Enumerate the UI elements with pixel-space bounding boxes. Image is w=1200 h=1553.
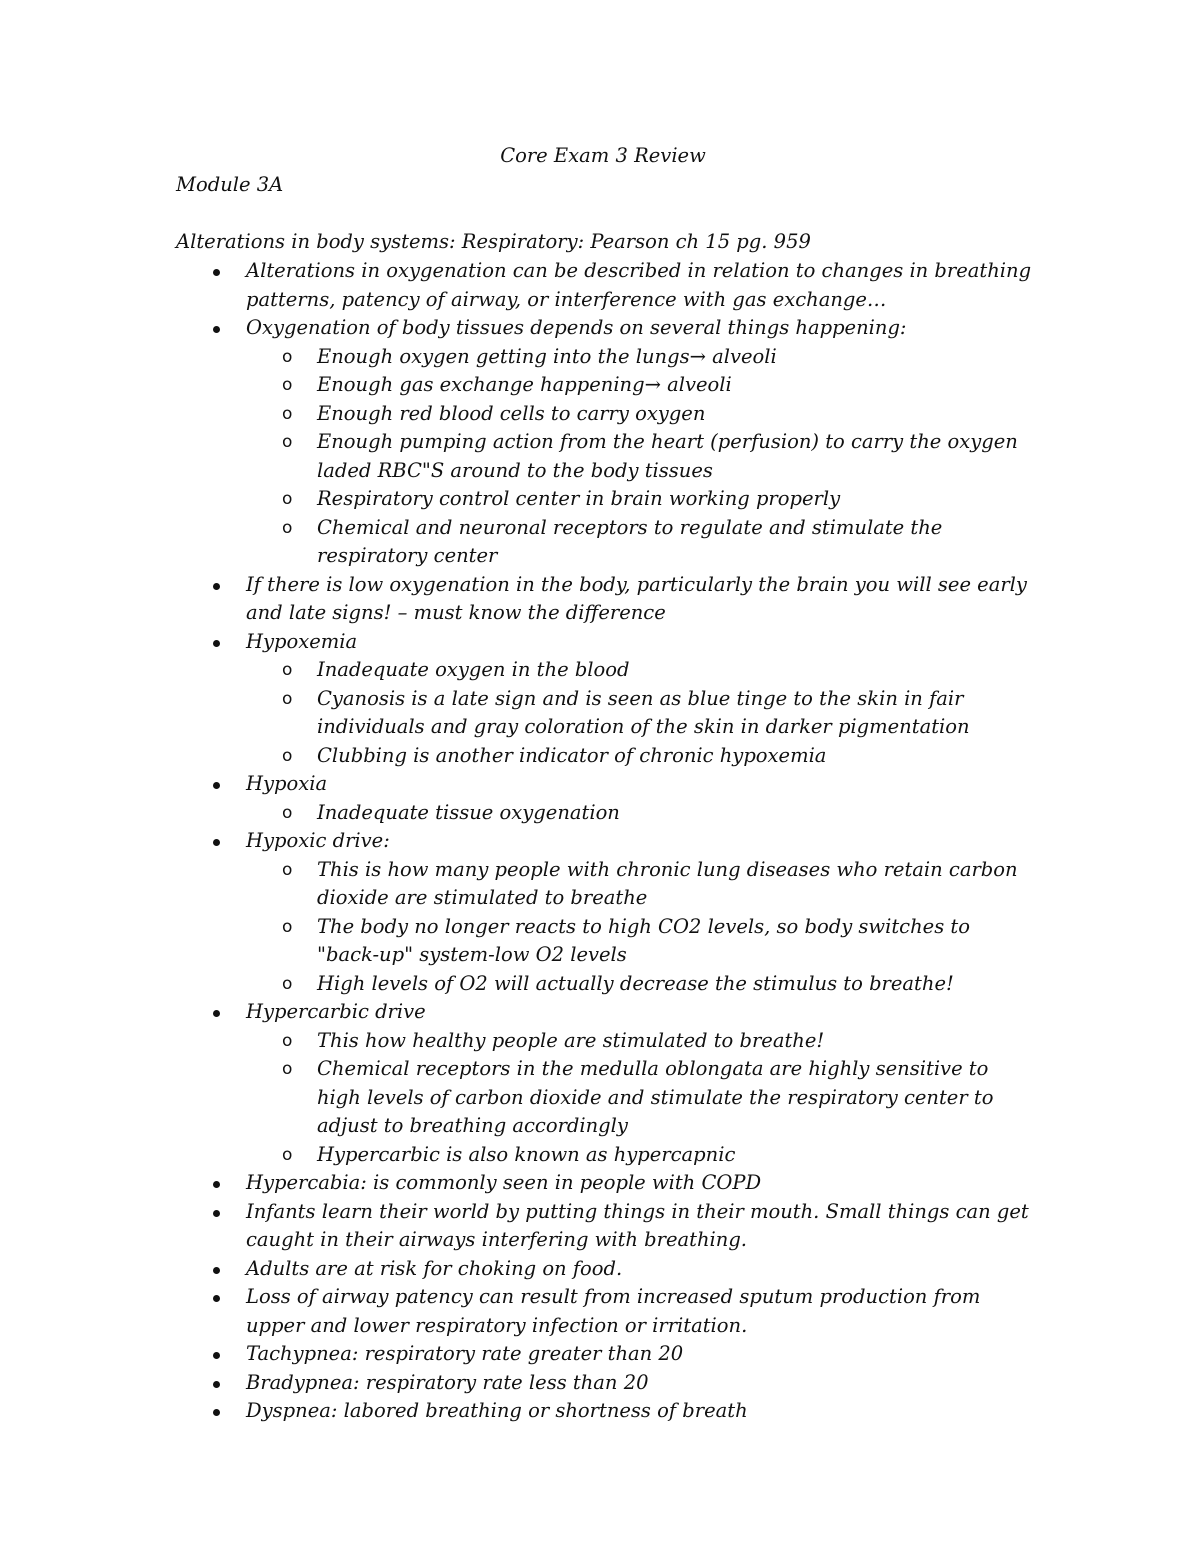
bullet-dot-icon bbox=[213, 1210, 220, 1217]
sub-list-item-text: Inadequate tissue oxygenation bbox=[317, 800, 620, 824]
bullet-dot-icon bbox=[213, 782, 220, 789]
hollow-bullet-icon: o bbox=[282, 916, 293, 937]
list-item-text: Hypercarbic drive bbox=[246, 1000, 426, 1023]
list-item-text: Infants learn their world by putting things in their mouth. Small things can get caught in their airways interfering with breathing. bbox=[246, 1199, 1029, 1251]
sub-list-item bbox=[282, 514, 1036, 571]
sub-list-item-text: Chemical receptors in the medulla oblongata are highly sensitive to high levels of carbon dioxide and stimulate the respiratory center to adjust to breathing accordingly bbox=[317, 1057, 994, 1137]
sub-list-item bbox=[282, 343, 1036, 372]
page-title: Core Exam 3 Review bbox=[500, 144, 706, 167]
list-item bbox=[246, 314, 1036, 571]
sub-list-item bbox=[282, 1055, 1036, 1141]
bullet-list bbox=[176, 257, 1036, 1426]
hollow-bullet-icon: o bbox=[282, 375, 293, 395]
list-item-text: Hypercabia: is commonly seen in people with COPD bbox=[246, 1171, 762, 1194]
bullet-dot-icon bbox=[213, 1381, 220, 1388]
sub-list-item bbox=[282, 656, 1036, 685]
hollow-bullet-icon: o bbox=[282, 688, 293, 709]
list-item bbox=[246, 1397, 1036, 1426]
hollow-bullet-icon: o bbox=[282, 859, 293, 880]
sub-list-item bbox=[282, 685, 1036, 742]
sub-list bbox=[246, 656, 1036, 770]
bullet-dot-icon bbox=[213, 1295, 220, 1302]
sub-list-item bbox=[282, 799, 1036, 828]
list-item-text: Alterations in oxygenation can be described in relation to changes in breathing patterns, patency of airway, or interference with gas exchange… bbox=[246, 259, 1032, 311]
sub-list-item bbox=[282, 371, 1036, 400]
list-item bbox=[246, 998, 1036, 1169]
sub-list bbox=[246, 343, 1036, 571]
hollow-bullet-icon: o bbox=[282, 432, 293, 452]
bullet-dot-icon bbox=[213, 1352, 220, 1359]
bullet-dot-icon bbox=[213, 326, 220, 333]
sub-list-item-text: Enough gas exchange happening→ alveoli bbox=[317, 373, 732, 396]
sub-list-item bbox=[282, 742, 1036, 771]
sub-list-item-text: Enough pumping action from the heart (perfusion) to carry the oxygen laded RBC"S around to the body tissues bbox=[317, 430, 1018, 482]
sub-list-item-text: High levels of O2 will actually decrease the stimulus to breathe! bbox=[317, 971, 954, 995]
list-item bbox=[246, 1283, 1036, 1340]
hollow-bullet-icon: o bbox=[282, 517, 293, 538]
list-item-text: If there is low oxygenation in the body, particularly the brain you will see early and late signs! – must know the difference bbox=[246, 572, 1027, 624]
sub-list-item bbox=[282, 1141, 1036, 1170]
sub-list-item-text: Respiratory control center in brain working properly bbox=[317, 487, 841, 510]
sub-list-item bbox=[282, 400, 1036, 429]
hollow-bullet-icon: o bbox=[282, 1144, 293, 1165]
bullet-dot-icon bbox=[213, 640, 220, 647]
hollow-bullet-icon: o bbox=[282, 660, 293, 680]
sub-list-item-text: Hypercarbic is also known as hypercapnic bbox=[317, 1142, 736, 1166]
sub-list-item-text: Inadequate oxygen in the blood bbox=[317, 658, 630, 681]
hollow-bullet-icon: o bbox=[282, 745, 293, 766]
sub-list-item bbox=[282, 428, 1036, 485]
sub-list-item-text: Clubbing is another indicator of chronic hypoxemia bbox=[317, 743, 827, 767]
bullet-dot-icon bbox=[213, 583, 220, 590]
sub-list-item-text: This is how many people with chronic lung diseases who retain carbon dioxide are stimulated to breathe bbox=[317, 857, 1018, 909]
list-item bbox=[246, 257, 1036, 314]
bullet-dot-icon bbox=[213, 1010, 220, 1017]
bullet-dot-icon bbox=[213, 1267, 220, 1274]
list-item-text: Hypoxic drive: bbox=[246, 829, 390, 852]
list-item-text: Oxygenation of body tissues depends on several things happening: bbox=[246, 316, 907, 339]
sub-list bbox=[246, 1027, 1036, 1170]
list-item bbox=[246, 628, 1036, 771]
hollow-bullet-icon: o bbox=[282, 802, 293, 823]
sub-list-item-text: Enough oxygen getting into the lungs→ alveoli bbox=[317, 344, 777, 368]
list-item-text: Hypoxemia bbox=[246, 629, 358, 653]
list-item bbox=[246, 1169, 1036, 1198]
hollow-bullet-icon: o bbox=[282, 346, 293, 367]
list-item bbox=[246, 827, 1036, 998]
sub-list-item-text: This how healthy people are stimulated to breathe! bbox=[317, 1028, 825, 1052]
hollow-bullet-icon: o bbox=[282, 403, 293, 424]
hollow-bullet-icon: o bbox=[282, 1030, 293, 1051]
bullet-dot-icon bbox=[213, 1181, 220, 1188]
sub-list-item-text: The body no longer reacts to high CO2 levels, so body switches to "back-up" system-low O2 levels bbox=[317, 914, 970, 966]
list-item bbox=[246, 1369, 1036, 1398]
bullet-dot-icon bbox=[213, 1409, 220, 1416]
sub-list-item bbox=[282, 485, 1036, 514]
bullet-dot-icon bbox=[213, 269, 220, 276]
list-item bbox=[246, 770, 1036, 827]
section-heading: Alterations in body systems: Respiratory: Pearson ch 15 pg. 959 bbox=[176, 230, 811, 253]
sub-list bbox=[246, 799, 1036, 828]
list-item bbox=[246, 1255, 1036, 1284]
sub-list-item bbox=[282, 856, 1036, 913]
blank-line bbox=[176, 200, 1036, 228]
sub-list-item bbox=[282, 1027, 1036, 1056]
list-item-text: Tachypnea: respiratory rate greater than 20 bbox=[246, 1342, 684, 1365]
list-item-text: Dyspnea: labored breathing or shortness of breath bbox=[246, 1399, 748, 1422]
list-item bbox=[246, 571, 1036, 628]
hollow-bullet-icon: o bbox=[282, 973, 293, 994]
list-item bbox=[246, 1198, 1036, 1255]
sub-list bbox=[246, 856, 1036, 999]
bullet-dot-icon bbox=[213, 839, 220, 846]
module-label: Module 3A bbox=[176, 173, 284, 196]
hollow-bullet-icon: o bbox=[282, 1059, 293, 1079]
list-item-text: Hypoxia bbox=[246, 772, 328, 795]
sub-list-item-text: Enough red blood cells to carry oxygen bbox=[317, 401, 706, 425]
list-item-text: Adults are at risk for choking on food. bbox=[246, 1256, 623, 1280]
document-page bbox=[176, 142, 1036, 1426]
sub-list-item bbox=[282, 970, 1036, 999]
sub-list-item-text: Chemical and neuronal receptors to regulate and stimulate the respiratory center bbox=[317, 515, 943, 567]
list-item-text: Loss of airway patency can result from increased sputum production from upper and lower respiratory infection or irritation. bbox=[246, 1285, 981, 1337]
list-item-text: Bradypnea: respiratory rate less than 20 bbox=[246, 1370, 649, 1394]
sub-list-item-text: Cyanosis is a late sign and is seen as blue tinge to the skin in fair individuals and gray coloration of the skin in darker pigmentation bbox=[317, 686, 970, 738]
list-item bbox=[246, 1340, 1036, 1369]
sub-list-item bbox=[282, 913, 1036, 970]
hollow-bullet-icon: o bbox=[282, 489, 293, 509]
